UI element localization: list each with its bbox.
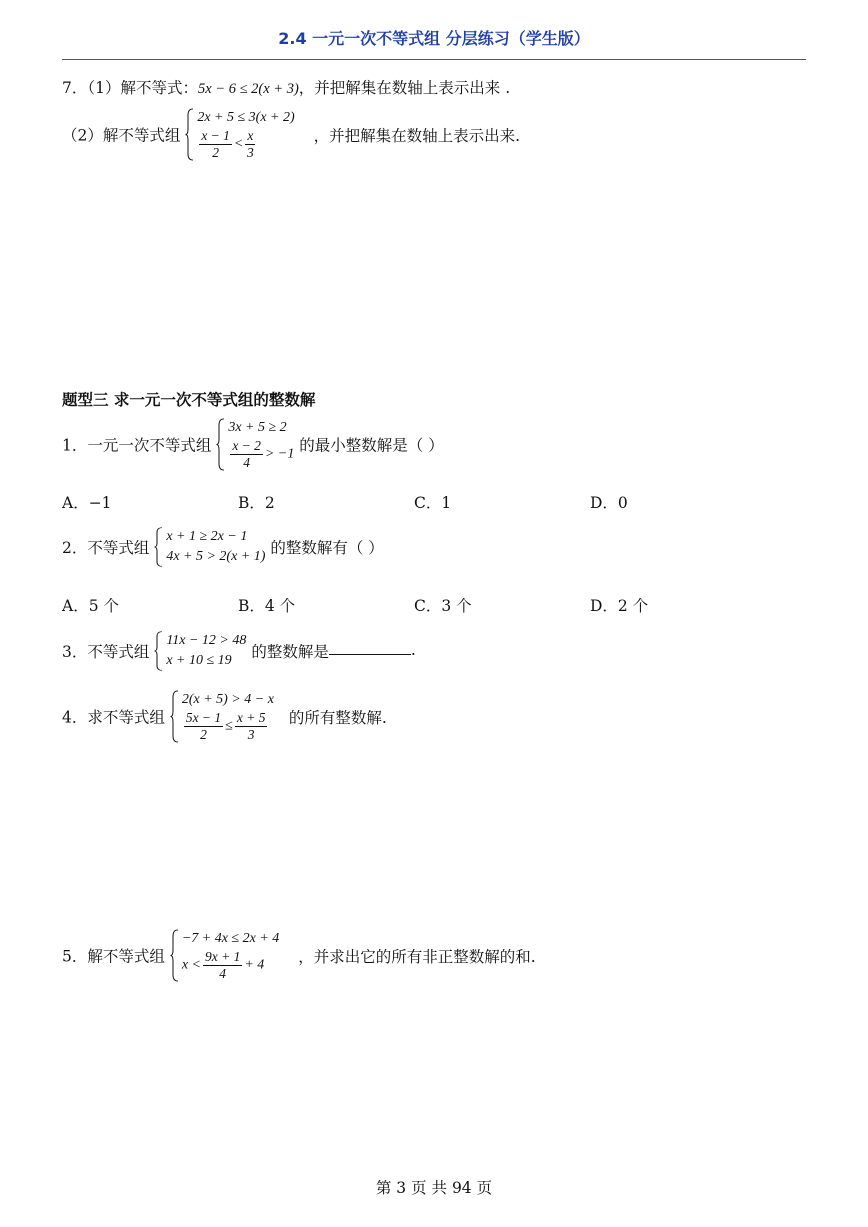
s2-system (154, 527, 265, 567)
q7-part1-suffix: ，并把解集在数轴上表示出来 . (298, 79, 511, 97)
s3-system-row2: x + 10 ≤ 19 (166, 653, 232, 668)
option-c: C．1 (414, 494, 452, 512)
q7-part2-prefix: （2）解不等式组 (62, 126, 181, 145)
fraction-numerator: x (247, 128, 254, 143)
s2-prefix: 2．不等式组 (62, 539, 150, 557)
s4-system-row1: 2(x + 5) > 4 − x (181, 692, 274, 707)
brace-icon (216, 418, 225, 471)
s5-row2-lead: x < (181, 957, 201, 973)
s5-prefix: 5．解不等式组 (62, 947, 165, 966)
brace-icon (154, 631, 163, 671)
s1-question (62, 418, 444, 471)
option-a: A．5 个 (62, 597, 119, 615)
q7-part1 (62, 76, 510, 98)
s1-suffix: 的最小整数解是（ ） (299, 436, 444, 455)
fraction-numerator: 9x + 1 (204, 949, 241, 964)
fraction-numerator: 5x − 1 (185, 710, 222, 725)
s4-prefix: 4．求不等式组 (62, 708, 165, 727)
header-divider (62, 59, 806, 60)
s5-system (170, 929, 279, 982)
fraction-denominator: 3 (247, 145, 254, 160)
brace-icon (185, 108, 194, 161)
s2-system-row2: 4x + 5 > 2(x + 1) (166, 549, 266, 564)
section-title: 题型三 求一元一次不等式组的整数解 (62, 391, 316, 409)
fraction-denominator: 2 (200, 727, 207, 742)
s3-suffix: 的整数解是 (251, 643, 329, 661)
fraction-denominator: 4 (243, 455, 250, 470)
s1-prefix: 1．一元一次不等式组 (62, 436, 212, 455)
s3-end: . (410, 641, 416, 659)
fraction-denominator: 3 (247, 727, 255, 742)
fraction-denominator: 2 (212, 145, 219, 160)
option-c: C．3 个 (414, 597, 472, 615)
q7-part2 (62, 108, 520, 161)
option-a: A．−1 (62, 494, 112, 512)
s5-question (62, 929, 536, 982)
s3-prefix: 3．不等式组 (62, 643, 150, 661)
s3-question (62, 631, 416, 671)
fraction (230, 438, 263, 471)
fraction (235, 710, 268, 743)
s2-system-row1: x + 1 ≥ 2x − 1 (166, 529, 248, 544)
fraction-numerator: x − 2 (232, 438, 261, 453)
s5-row2-tail: + 4 (244, 957, 265, 973)
brace-icon (170, 690, 179, 743)
s1-system (216, 418, 294, 471)
q7-part1-expression: 5x − 6 ≤ 2(x + 3) (197, 81, 299, 97)
relation-symbol: ≤ (225, 718, 233, 734)
s1-row2-tail: > −1 (264, 446, 295, 462)
s1-system-row1: 3x + 5 ≥ 2 (228, 420, 287, 435)
q7-part1-prefix: 7．（1）解不等式： (62, 79, 198, 97)
fraction (203, 949, 242, 982)
q7-system-row1: 2x + 5 ≤ 3(x + 2) (197, 110, 295, 125)
fraction-numerator: x − 1 (201, 128, 230, 143)
fraction-denominator: 4 (219, 966, 227, 981)
s2-options (62, 594, 766, 616)
s2-question (62, 527, 384, 567)
option-d: D．0 (590, 494, 628, 512)
s4-question (62, 690, 387, 743)
page-header-title: 2.4 一元一次不等式组 分层练习（学生版） (278, 29, 590, 48)
option-b: B．2 (238, 494, 275, 512)
s1-options (62, 491, 766, 513)
page-footer: 第 3 页 共 94 页 (375, 1179, 493, 1197)
relation-symbol: < (233, 136, 244, 152)
s5-system-row1: −7 + 4x ≤ 2x + 4 (181, 931, 280, 946)
fraction (199, 128, 232, 161)
option-d: D．2 个 (590, 597, 649, 615)
q7-system-row2 (197, 128, 294, 161)
s1-system-row2 (228, 438, 294, 471)
s3-system (154, 631, 246, 671)
fraction (184, 710, 223, 743)
option-b: B．4 个 (238, 597, 296, 615)
s5-system-row2 (182, 949, 279, 982)
answer-blank[interactable] (329, 640, 411, 655)
s4-suffix: 的所有整数解. (288, 708, 387, 727)
fraction-numerator: x + 5 (236, 710, 266, 725)
brace-icon (154, 527, 163, 567)
brace-icon (170, 929, 179, 982)
s2-suffix: 的整数解有（ ） (270, 539, 384, 557)
s3-system-row1: 11x − 12 > 48 (166, 633, 247, 648)
q7-part2-suffix: ，并把解集在数轴上表示出来. (313, 126, 521, 145)
s5-suffix: ，并求出它的所有非正整数解的和. (298, 947, 536, 966)
s4-system (170, 690, 274, 743)
fraction (245, 128, 255, 161)
s4-system-row2 (182, 710, 274, 743)
q7-part2-system (185, 108, 294, 161)
